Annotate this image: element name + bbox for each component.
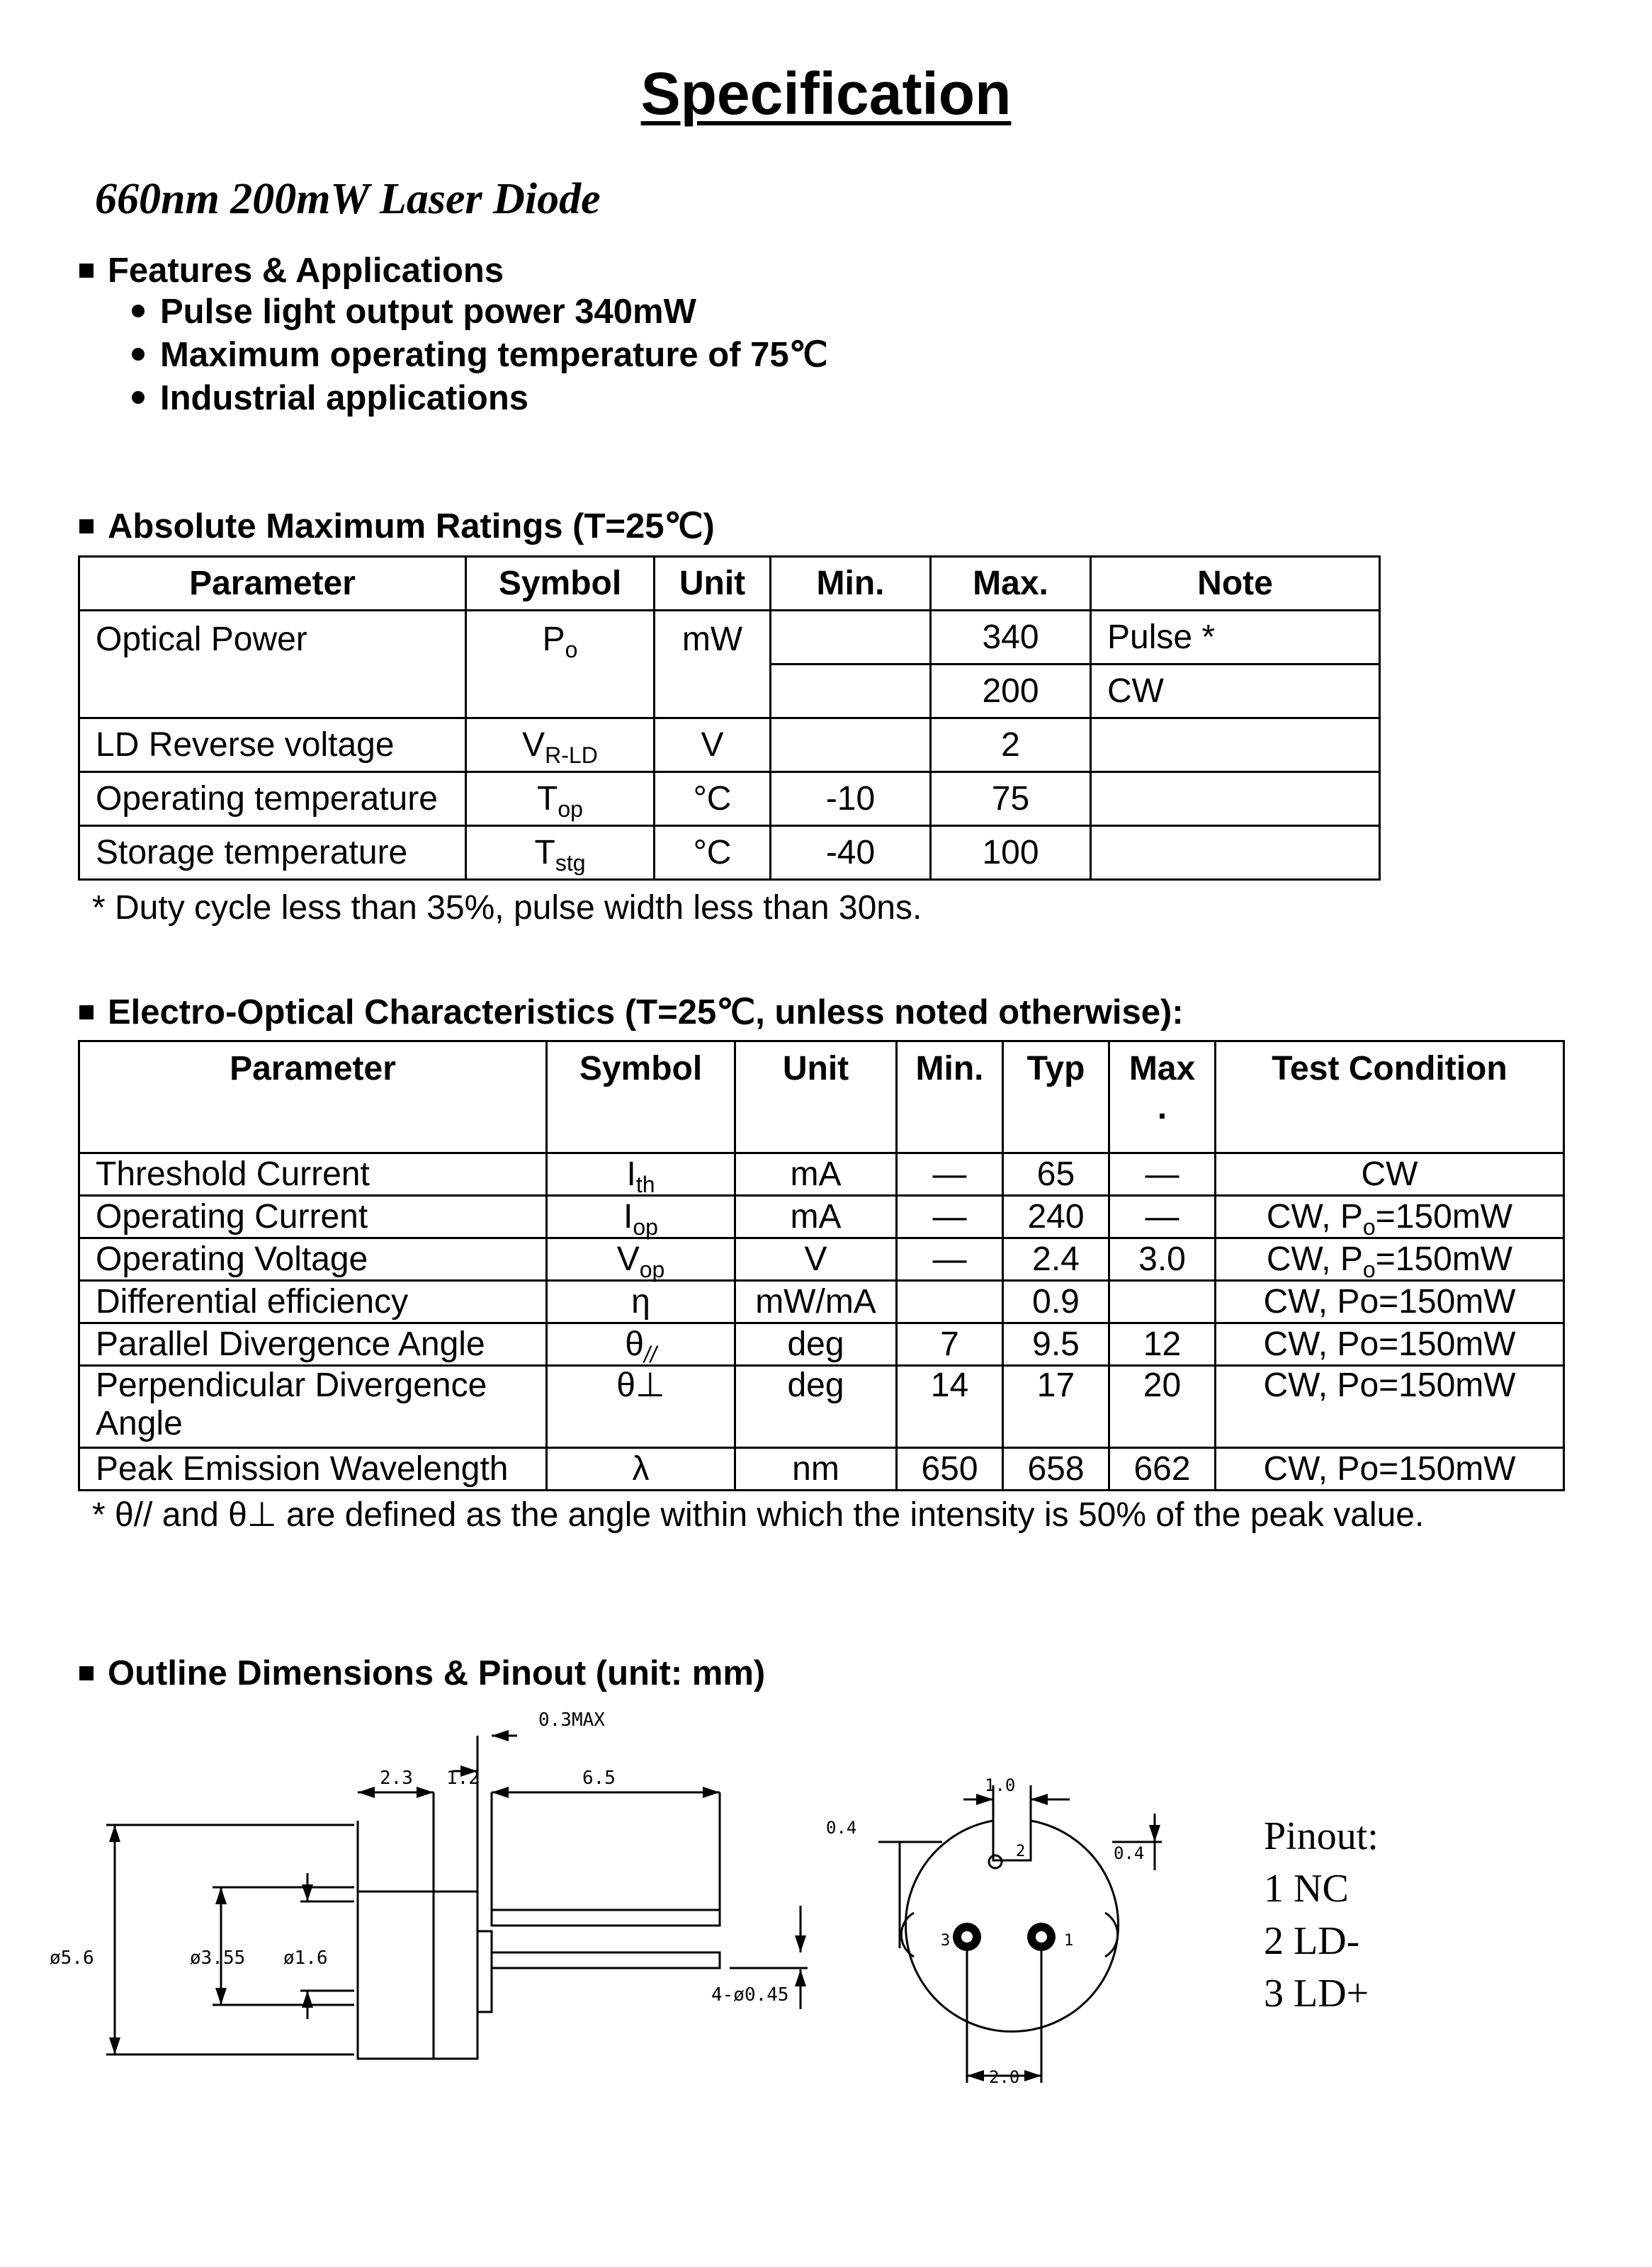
typ-cell: 240: [1003, 1196, 1109, 1238]
square-bullet-icon: [79, 519, 94, 533]
column-header: Symbol: [547, 1041, 735, 1153]
condition-cell: CW, Po=150mW: [1216, 1323, 1564, 1366]
feature-text: Maximum operating temperature of 75℃: [160, 336, 828, 374]
condition-cell: CW, Po=150mW: [1216, 1366, 1564, 1448]
column-header: Max.: [931, 557, 1091, 611]
table-row: [79, 1153, 1564, 1196]
typ-cell: 658: [1003, 1448, 1109, 1491]
param-cell: Peak Emission Wavelength: [79, 1448, 547, 1491]
min-cell: -40: [771, 826, 931, 880]
min-cell: 14: [897, 1366, 1003, 1448]
features-heading-text: Features & Applications: [108, 251, 504, 290]
min-cell: [771, 611, 931, 665]
dim-0-4-left: 0.4: [826, 1818, 857, 1838]
square-bullet-icon: [79, 264, 94, 278]
dim-dia-1-6: ø1.6: [283, 1947, 328, 1969]
eoc-footnote: * θ// and θ⊥ are defined as the angle within which the intensity is 50% of the peak value.: [92, 1496, 1425, 1534]
symbol-cell: η: [547, 1281, 735, 1323]
min-cell: —: [897, 1153, 1003, 1196]
eoc-heading-text: Electro-Optical Characteristics (T=25℃, unless noted otherwise):: [108, 993, 1184, 1031]
condition-cell: CW, $P_o=150mW$: [1216, 1238, 1564, 1281]
bullet-dot-icon: [132, 348, 145, 361]
max-cell: [1109, 1281, 1216, 1323]
dim-pin-dia: 4-ø0.45: [711, 1984, 789, 2006]
dim-2-3: 2.3: [380, 1768, 413, 1789]
symbol-cell: $P_o$: [466, 611, 655, 718]
unit-cell: °C: [655, 772, 771, 826]
column-header: Unit: [735, 1041, 897, 1153]
front-view-drawing: [808, 1771, 1204, 2104]
column-header: Min.: [771, 557, 931, 611]
column-header: Parameter: [79, 557, 466, 611]
column-header: Symbol: [466, 557, 655, 611]
param-cell: LD Reverse voltage: [79, 718, 466, 772]
eoc-heading: [79, 992, 1184, 1032]
min-cell: 7: [897, 1323, 1003, 1366]
table-row: [79, 1323, 1564, 1366]
pinout-title: Pinout:: [1264, 1814, 1379, 1858]
note-cell: CW: [1091, 665, 1380, 718]
condition-cell: CW: [1216, 1153, 1564, 1196]
table-row: [79, 611, 1380, 665]
unit-cell: mW/mA: [735, 1281, 897, 1323]
pin-2-label: 2: [1016, 1843, 1026, 1860]
amr-heading: [79, 506, 715, 546]
param-cell: Operating Current: [79, 1196, 547, 1238]
condition-cell: CW, Po=150mW: [1216, 1281, 1564, 1323]
dim-1-2: 1.2: [446, 1768, 480, 1789]
feature-item: [132, 378, 528, 418]
min-cell: -10: [771, 772, 931, 826]
param-cell: Parallel Divergence Angle: [79, 1323, 547, 1366]
bullet-dot-icon: [132, 305, 145, 317]
note-cell: [1091, 826, 1380, 880]
param-cell: Optical Power: [79, 611, 466, 718]
pin-3: [953, 1923, 981, 1951]
unit-cell: °C: [655, 826, 771, 880]
column-header: Parameter: [79, 1041, 547, 1153]
dim-6-5: 6.5: [582, 1768, 616, 1789]
max-cell: 100: [931, 826, 1091, 880]
max-cell: 12: [1109, 1323, 1216, 1366]
column-header: Test Condition: [1216, 1041, 1564, 1153]
bullet-dot-icon: [132, 391, 145, 404]
min-cell: [897, 1281, 1003, 1323]
param-cell: Threshold Current: [79, 1153, 547, 1196]
outline-heading-text: Outline Dimensions & Pinout (unit: mm): [108, 1654, 766, 1692]
max-cell: —: [1109, 1196, 1216, 1238]
table-row: [79, 1196, 1564, 1238]
pinout-line: 3 LD+: [1264, 1972, 1369, 2016]
dim-dia-5-6: ø5.6: [50, 1947, 94, 1969]
param-cell: Perpendicular Divergence Angle: [79, 1366, 547, 1448]
symbol-cell: λ: [547, 1448, 735, 1491]
pin-1-label: 1: [1064, 1932, 1074, 1950]
table-header-row: [79, 557, 1380, 611]
amr-footnote: * Duty cycle less than 35%, pulse width less than 30ns.: [92, 889, 922, 927]
note-cell: [1091, 772, 1380, 826]
min-cell: —: [897, 1238, 1003, 1281]
absolute-maximum-ratings-table: [78, 555, 1381, 881]
symbol-cell: $V_{R-LD}$: [466, 718, 655, 772]
max-cell: 3.0: [1109, 1238, 1216, 1281]
unit-cell: mA: [735, 1196, 897, 1238]
table-row: [79, 1238, 1564, 1281]
condition-cell: CW, $P_o=150mW$: [1216, 1196, 1564, 1238]
max-cell: 20: [1109, 1366, 1216, 1448]
param-cell: Differential efficiency: [79, 1281, 547, 1323]
param-cell: Operating Voltage: [79, 1238, 547, 1281]
max-cell: —: [1109, 1153, 1216, 1196]
dim-2-0: 2.0: [989, 2067, 1020, 2087]
condition-cell: CW, Po=150mW: [1216, 1448, 1564, 1491]
typ-cell: 9.5: [1003, 1323, 1109, 1366]
feature-text: Pulse light output power 340mW: [160, 293, 696, 331]
param-cell: Operating temperature: [79, 772, 466, 826]
symbol-cell: $T_{stg}$: [466, 826, 655, 880]
typ-cell: 17: [1003, 1366, 1109, 1448]
unit-cell: V: [655, 718, 771, 772]
product-subtitle: 660nm 200mW Laser Diode: [95, 175, 601, 223]
max-cell: 2: [931, 718, 1091, 772]
typ-cell: 2.4: [1003, 1238, 1109, 1281]
unit-cell: mW: [655, 611, 771, 718]
note-cell: Pulse *: [1091, 611, 1380, 665]
page-title: Specification: [640, 60, 1012, 127]
table-row: [79, 826, 1380, 880]
symbol-cell: θ⊥: [547, 1366, 735, 1448]
dim-1-0: 1.0: [985, 1775, 1016, 1795]
dim-0-4-right: 0.4: [1114, 1843, 1145, 1863]
unit-cell: V: [735, 1238, 897, 1281]
param-cell: Storage temperature: [79, 826, 466, 880]
table-row: [79, 1366, 1564, 1448]
min-cell: 650: [897, 1448, 1003, 1491]
symbol-cell: $V_{op}$: [547, 1238, 735, 1281]
note-cell: [1091, 718, 1380, 772]
pin-1: [1027, 1923, 1056, 1951]
max-cell: 662: [1109, 1448, 1216, 1491]
unit-cell: mA: [735, 1153, 897, 1196]
electro-optical-table: [78, 1040, 1565, 1491]
column-header: Typ: [1003, 1041, 1109, 1153]
table-row: [79, 1448, 1564, 1491]
pin-3-label: 3: [941, 1932, 951, 1950]
unit-cell: deg: [735, 1323, 897, 1366]
square-bullet-icon: [79, 1005, 94, 1019]
feature-item: [132, 334, 828, 375]
min-cell: [771, 665, 931, 718]
table-row: [79, 772, 1380, 826]
symbol-cell: $T_{op}$: [466, 772, 655, 826]
symbol-cell: $\theta_{//}$: [547, 1323, 735, 1366]
column-header: Min.: [897, 1041, 1003, 1153]
max-cell: 340: [931, 611, 1091, 665]
feature-text: Industrial applications: [160, 379, 529, 417]
max-cell: 200: [931, 665, 1091, 718]
pinout-line: 2 LD-: [1264, 1919, 1360, 1963]
typ-cell: 65: [1003, 1153, 1109, 1196]
features-heading: [79, 251, 504, 290]
dim-dia-3-55: ø3.55: [190, 1947, 246, 1969]
symbol-cell: $I_{op}$: [547, 1196, 735, 1238]
unit-cell: deg: [735, 1366, 897, 1448]
column-header: Note: [1091, 557, 1380, 611]
column-header: Unit: [655, 557, 771, 611]
dim-0-3max: 0.3MAX: [538, 1709, 605, 1731]
column-header: Max .: [1109, 1041, 1216, 1153]
table-row: [79, 718, 1380, 772]
table-row: [79, 1281, 1564, 1323]
symbol-cell: $I_{th}$: [547, 1153, 735, 1196]
max-cell: 75: [931, 772, 1091, 826]
typ-cell: 0.9: [1003, 1281, 1109, 1323]
pinout-line: 1 NC: [1264, 1867, 1349, 1911]
min-cell: [771, 718, 931, 772]
table-header-row: [79, 1041, 1564, 1153]
header-dot: .: [1157, 1089, 1167, 1126]
square-bullet-icon: [79, 1666, 94, 1680]
outline-heading: [79, 1653, 765, 1693]
side-view-drawing: [0, 1700, 850, 2083]
feature-item: [132, 292, 696, 332]
min-cell: —: [897, 1196, 1003, 1238]
unit-cell: nm: [735, 1448, 897, 1491]
amr-heading-text: Absolute Maximum Ratings (T=25℃): [108, 507, 715, 545]
